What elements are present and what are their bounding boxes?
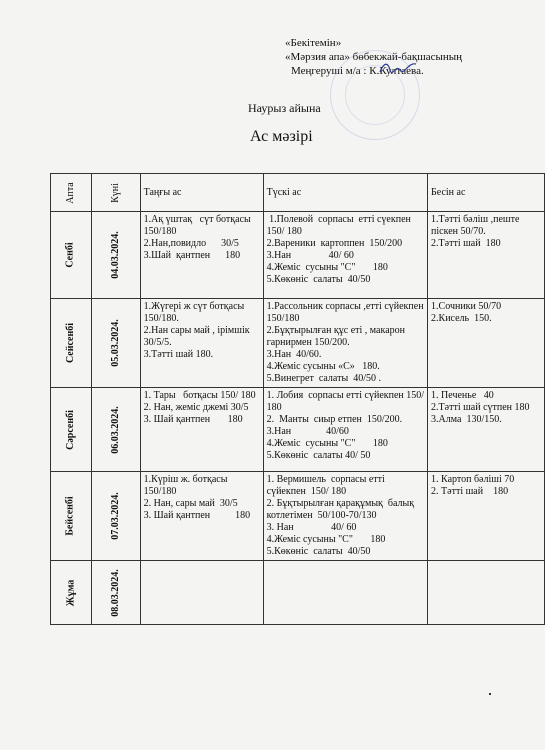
menu-table — [50, 173, 545, 625]
menu-item: 1.Ақ үштақ сүт ботқасы 150/180 — [143, 214, 256, 237]
table-row — [51, 561, 545, 625]
table-header-row — [51, 174, 545, 212]
menu-item: 1.Рассольник сорпасы ,етті сүйекпен 150/180 — [266, 301, 427, 324]
menu-item: 2. Нан, сары май 30/5 — [143, 498, 238, 509]
menu-item: 2. Нан, жеміс джемі 30/5 — [143, 402, 249, 413]
snack-cell — [428, 299, 545, 388]
menu-item: 5.Көкөніс салаты 40/50 — [266, 274, 371, 285]
table-row — [51, 299, 545, 388]
menu-item: 4.Жеміс сусыны "С" 180 — [266, 262, 388, 273]
menu-item: 3.Тәтті шай 180. — [143, 349, 214, 360]
lunch-cell — [263, 472, 427, 561]
approval-line-1: «Бекітемін» — [285, 37, 342, 49]
weekday-cell: Сәрсенбі — [51, 388, 92, 472]
table-row — [51, 472, 545, 561]
lunch-cell — [263, 561, 427, 625]
menu-item: 3.Нан 40/60 — [266, 426, 349, 437]
signature — [378, 58, 418, 78]
lunch-cell — [263, 212, 427, 299]
snack-cell — [428, 212, 545, 299]
menu-item: 2.Тәтті шай 180 — [431, 238, 501, 249]
menu-item: 1.Жүгері ж сүт ботқасы 150/180. — [143, 301, 247, 324]
weekday-cell: Сейсенбі — [51, 299, 92, 388]
menu-item: 5.Көкөніс салаты 40/50 — [266, 546, 371, 557]
header-breakfast: Таңғы ас — [140, 174, 263, 212]
menu-item: 3.Нан 40/60. — [266, 349, 322, 360]
breakfast-cell — [140, 388, 263, 472]
weekday-cell: Жұма — [51, 561, 92, 625]
table-row — [51, 212, 545, 299]
menu-item: 4.Жеміс сусыны "С" 180 — [266, 438, 388, 449]
header-day: Күні — [92, 174, 141, 212]
menu-item: 2.Нан сары май , ірімшік 30/5/5. — [143, 325, 253, 348]
menu-item: 3. Шай қантпен 180 — [143, 510, 251, 521]
page-dot — [489, 693, 491, 695]
snack-cell — [428, 561, 545, 625]
menu-item: 3.Шай қантпен 180 — [143, 250, 241, 261]
menu-item: 1. Тары ботқасы 150/ 180 — [143, 390, 256, 401]
header-lunch: Түскі ас — [263, 174, 427, 212]
date-cell: 07.03.2024. — [92, 472, 141, 561]
breakfast-cell — [140, 561, 263, 625]
menu-item: 2.Бұқтырылған құс еті , макарон гарнирмен 150/200. — [266, 325, 408, 348]
menu-item: 1.Тәтті бәліш ,пеште піскен 50/70. — [431, 214, 522, 237]
menu-item: 3.Нан 40/ 60 — [266, 250, 354, 261]
menu-item: 3.Алма 130/150. — [431, 414, 502, 425]
date-cell: 05.03.2024. — [92, 299, 141, 388]
breakfast-cell — [140, 299, 263, 388]
date-cell: 06.03.2024. — [92, 388, 141, 472]
approval-line-2: «Мәрзия апа» бөбекжай-бақшасының — [285, 51, 463, 63]
approval-line-3: Меңгеруші м/а : К.Култаева. — [291, 65, 424, 77]
month-label: Наурыз айына — [248, 101, 321, 115]
menu-item: 5.Винегрет салаты 40/50 . — [266, 373, 381, 384]
menu-item: 2.Кисель 150. — [431, 313, 492, 324]
weekday-cell: Бейсенбі — [51, 472, 92, 561]
menu-item: 1.Күріш ж. ботқасы 150/180 — [143, 474, 230, 497]
weekday-cell: Сенбі — [51, 212, 92, 299]
table-row — [51, 388, 545, 472]
lunch-cell — [263, 299, 427, 388]
menu-item: 3. Нан 40/ 60 — [266, 522, 357, 533]
menu-item: 1. Лобия сорпасы етті сүйекпен 150/ 180 — [266, 390, 427, 413]
menu-item: 1. Вермишель сорпасы етті сүйекпен 150/ 180 — [266, 474, 388, 497]
menu-item: 1. Картоп бәліші 70 — [431, 474, 515, 485]
lunch-cell — [263, 388, 427, 472]
menu-item: 1. Печенье 40 — [431, 390, 494, 401]
snack-cell — [428, 388, 545, 472]
menu-item: 1.Полевой сорпасы етті сүекпен 150/ 180 — [266, 214, 414, 237]
menu-item: 2. Манты сиыр етпен 150/200. — [266, 414, 403, 425]
menu-item: 3. Шай қантпен 180 — [143, 414, 243, 425]
breakfast-cell — [140, 472, 263, 561]
menu-item: 4.Жеміс сусыны «С» 180. — [266, 361, 380, 372]
date-cell: 04.03.2024. — [92, 212, 141, 299]
menu-item: 4.Жеміс сусыны "С" 180 — [266, 534, 386, 545]
breakfast-cell — [140, 212, 263, 299]
header-snack: Бесін ас — [428, 174, 545, 212]
menu-item: 2.Вареники картоппен 150/200 — [266, 238, 403, 249]
menu-item: 2. Бұқтырылған қарақұмық балық котлетімен 50/100-70/130 — [266, 498, 417, 521]
menu-item: 2.Нан,повидло 30/5 — [143, 238, 239, 249]
snack-cell — [428, 472, 545, 561]
menu-item: 2.Тәтті шай сүтпен 180 — [431, 402, 530, 413]
menu-item: 1.Сочники 50/70 — [431, 301, 502, 312]
menu-item: 5.Көкөніс салаты 40/ 50 — [266, 450, 371, 461]
page-title: Ас мәзірі — [250, 128, 313, 145]
header-week: Апта — [51, 174, 92, 212]
menu-item: 2. Тәтті шай 180 — [431, 486, 509, 497]
date-cell: 08.03.2024. — [92, 561, 141, 625]
